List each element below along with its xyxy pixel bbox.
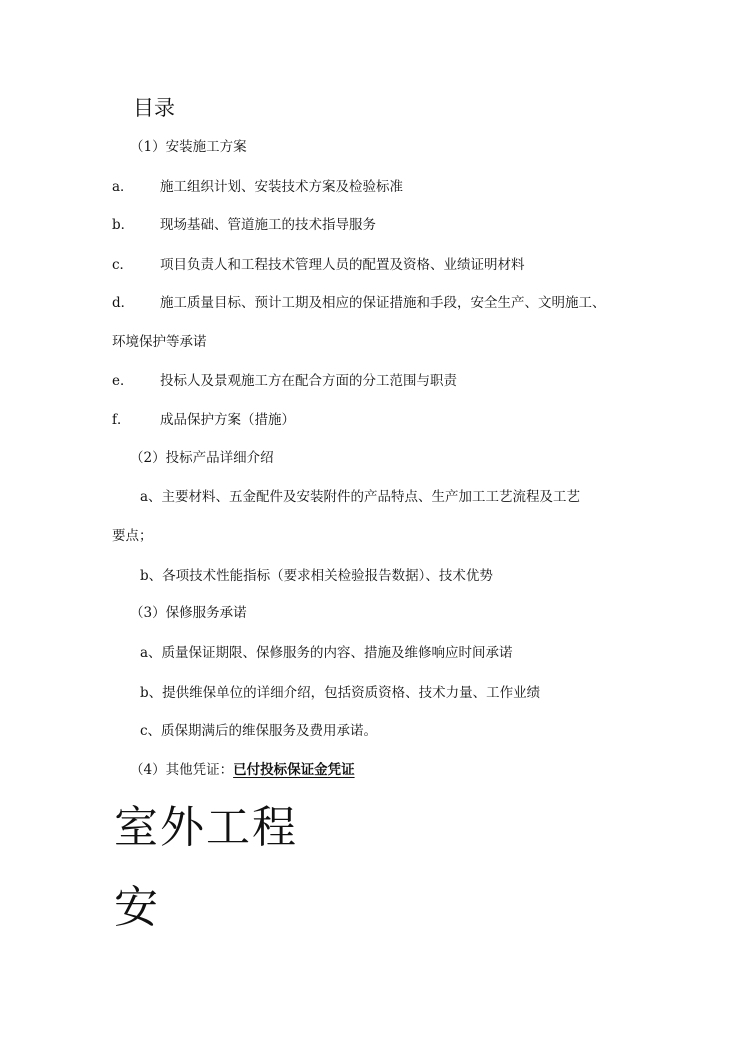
page-title: 目录	[133, 96, 175, 120]
item-text: 施工组织计划、安装技术方案及检验标准	[160, 179, 403, 195]
list-item	[112, 294, 606, 312]
item-text: 现场基础、管道施工的技术指导服务	[160, 217, 376, 233]
guarantee-emphasis: 已付投标保证金凭证	[233, 762, 355, 778]
section-4-label: （4）其他凭证：	[130, 762, 234, 778]
list-item	[112, 216, 376, 234]
list-item	[112, 256, 525, 274]
item-text-continuation: 环境保护等承诺	[112, 334, 207, 350]
list-item: a、主要材料、五金配件及安装附件的产品特点、生产加工工艺流程及工艺	[140, 489, 581, 505]
item-marker: e．	[112, 373, 134, 389]
item-text: 施工质量目标、预计工期及相应的保证措施和手段，安全生产、文明施工、	[160, 295, 606, 311]
item-text: 成品保护方案（措施）	[160, 412, 295, 428]
section-1-heading: （1）安装施工方案	[130, 139, 247, 155]
item-text-continuation: 要点；	[112, 528, 153, 544]
item-text: 投标人及景观施工方在配合方面的分工范围与职责	[160, 373, 457, 389]
list-item: c、质保期满后的维保服务及费用承诺。	[140, 723, 378, 739]
list-item	[112, 411, 295, 429]
list-item: b、提供维保单位的详细介绍，包括资质资格、技术力量、工作业绩	[140, 685, 541, 701]
item-text: 项目负责人和工程技术管理人员的配置及资格、业绩证明材料	[160, 257, 525, 273]
list-item: b、各项技术性能指标（要求相关检验报告数据）、技术优势	[140, 568, 493, 584]
item-marker: b．	[112, 217, 135, 233]
section-2-heading: （2）投标产品详细介绍	[130, 450, 274, 466]
section-4-heading	[130, 761, 355, 779]
list-item	[112, 178, 403, 196]
section-3-heading: （3）保修服务承诺	[130, 605, 247, 621]
item-marker: d．	[112, 295, 135, 311]
list-item	[112, 372, 457, 390]
big-heading-line-2: 安	[114, 882, 160, 933]
item-marker: c．	[112, 257, 134, 273]
item-marker: f．	[112, 412, 131, 428]
item-marker: a．	[112, 179, 134, 195]
big-heading-line-1: 室外工程	[114, 802, 298, 853]
list-item: a、质量保证期限、保修服务的内容、措施及维修响应时间承诺	[140, 645, 513, 661]
